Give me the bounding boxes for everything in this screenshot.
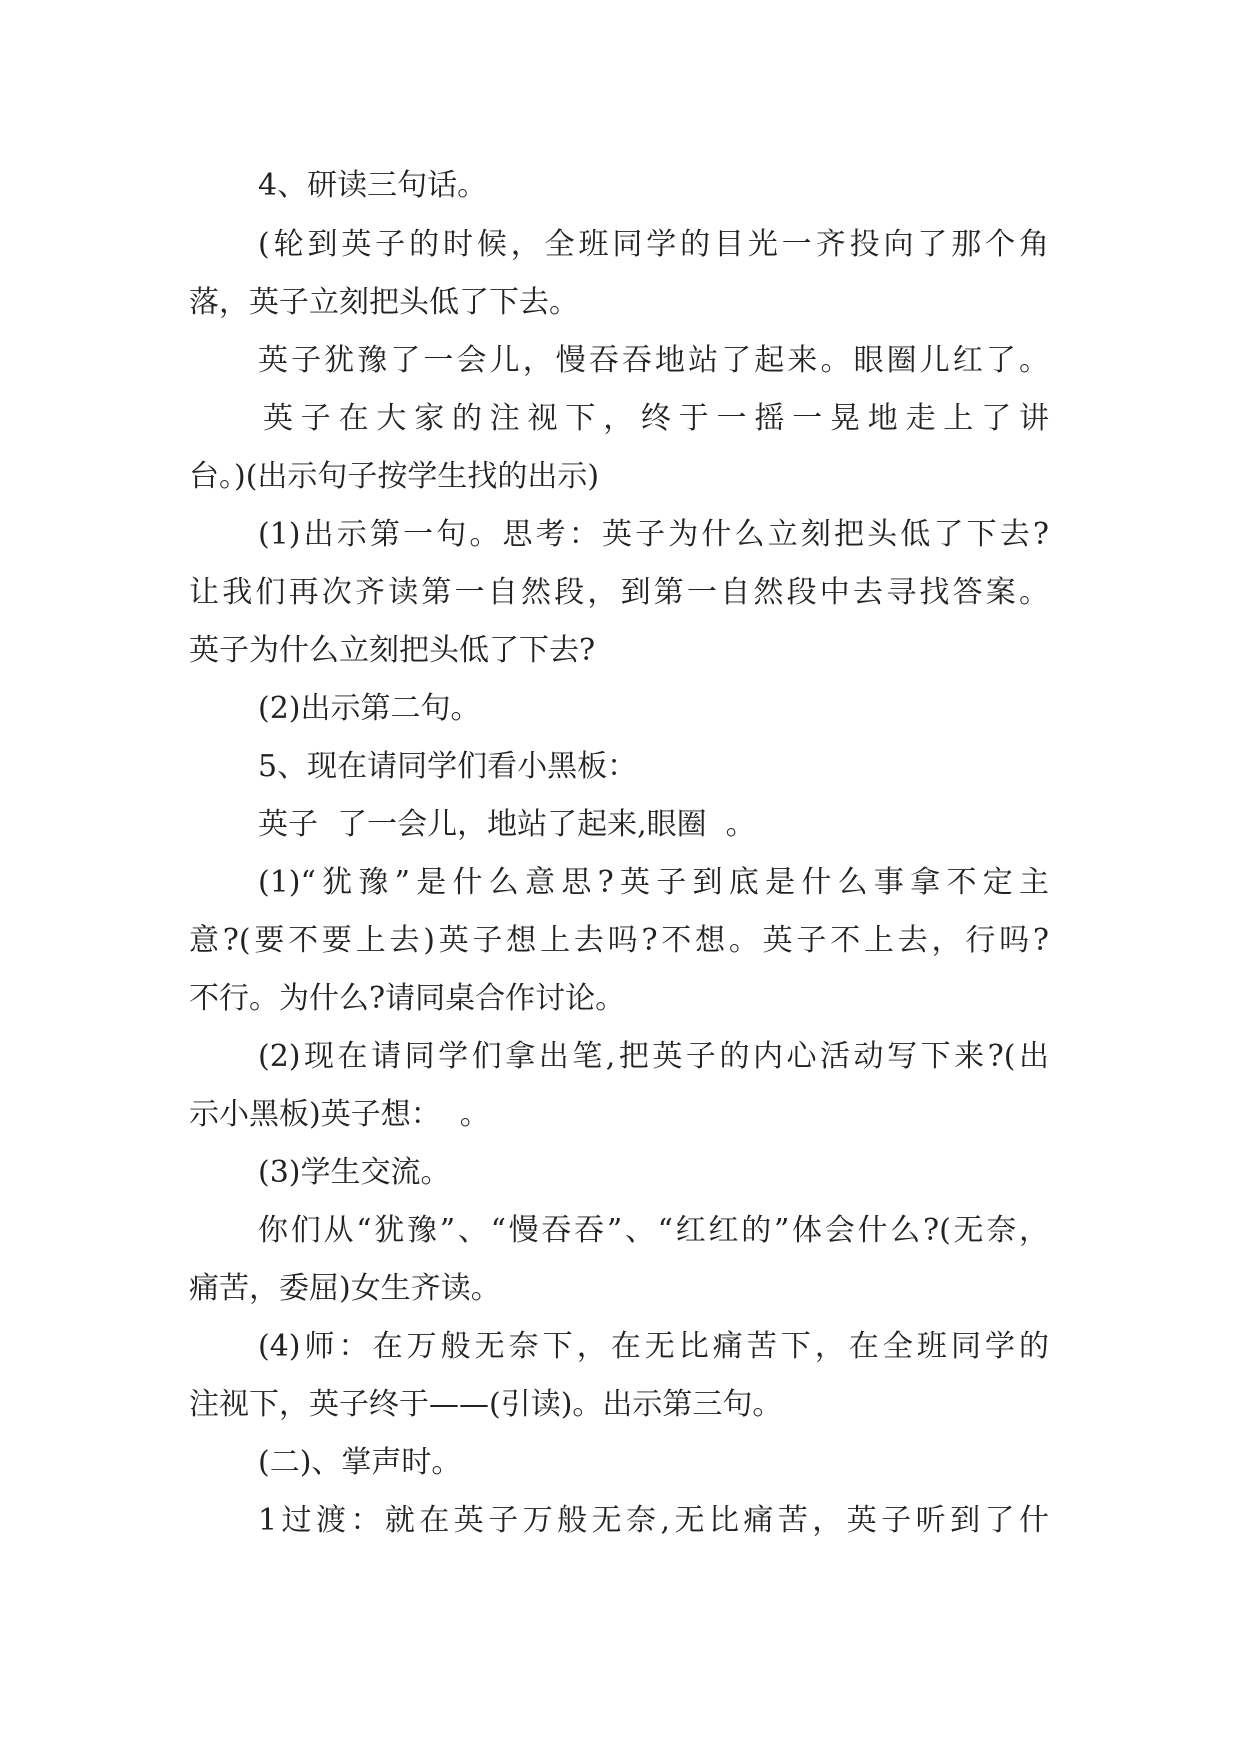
text-line: 你们从“犹豫”、“慢吞吞”、“红红的”体会什么?(无奈， xyxy=(258,1213,1049,1248)
text-line: (2)现在请同学们拿出笔,把英子的内心活动写下来?(出 xyxy=(258,1039,1049,1074)
text-line: 痛苦，委屈)女生齐读。 xyxy=(189,1271,501,1306)
text-line: 台。)(出示句子按学生找的出示) xyxy=(189,459,600,494)
text-line: (二)、掌声时。 xyxy=(258,1445,462,1480)
text-line: 英子犹豫了一会儿，慢吞吞地站了起来。眼圈儿红了。 xyxy=(258,343,1049,378)
text-line: (轮到英子的时候，全班同学的目光一齐投向了那个角 xyxy=(258,227,1049,262)
text-line: 注视下，英子终于——(引读)。出示第三句。 xyxy=(189,1387,783,1422)
text-line: 意?(要不要上去)英子想上去吗?不想。英子不上去，行吗? xyxy=(189,923,1049,958)
text-line: 落，英子立刻把头低了下去。 xyxy=(189,285,579,320)
text-line: 4、研读三句话。 xyxy=(258,168,488,203)
text-line: 5、现在请同学们看小黑板： xyxy=(258,749,638,784)
text-line: 示小黑板)英子想： 。 xyxy=(189,1097,490,1132)
text-line: 英子为什么立刻把头低了下去? xyxy=(189,633,596,668)
text-line: (1)“犹豫”是什么意思?英子到底是什么事拿不定主 xyxy=(258,865,1049,900)
text-line: (1)出示第一句。思考：英子为什么立刻把头低了下去? xyxy=(258,517,1049,552)
text-line: 1过渡：就在英子万般无奈,无比痛苦，英子听到了什 xyxy=(258,1503,1049,1538)
text-line: (3)学生交流。 xyxy=(258,1155,451,1190)
text-line: (4)师：在万般无奈下，在无比痛苦下，在全班同学的 xyxy=(258,1329,1049,1364)
text-line: 英子在大家的注视下，终于一摇一晃地走上了讲 xyxy=(263,401,1049,436)
text-line: 让我们再次齐读第一自然段，到第一自然段中去寻找答案。 xyxy=(189,575,1049,610)
text-line: 不行。为什么?请同桌合作讨论。 xyxy=(189,981,626,1016)
text-line: 英子 了一会儿，地站了起来,眼圈 。 xyxy=(258,807,756,842)
text-line: (2)出示第二句。 xyxy=(258,691,481,726)
